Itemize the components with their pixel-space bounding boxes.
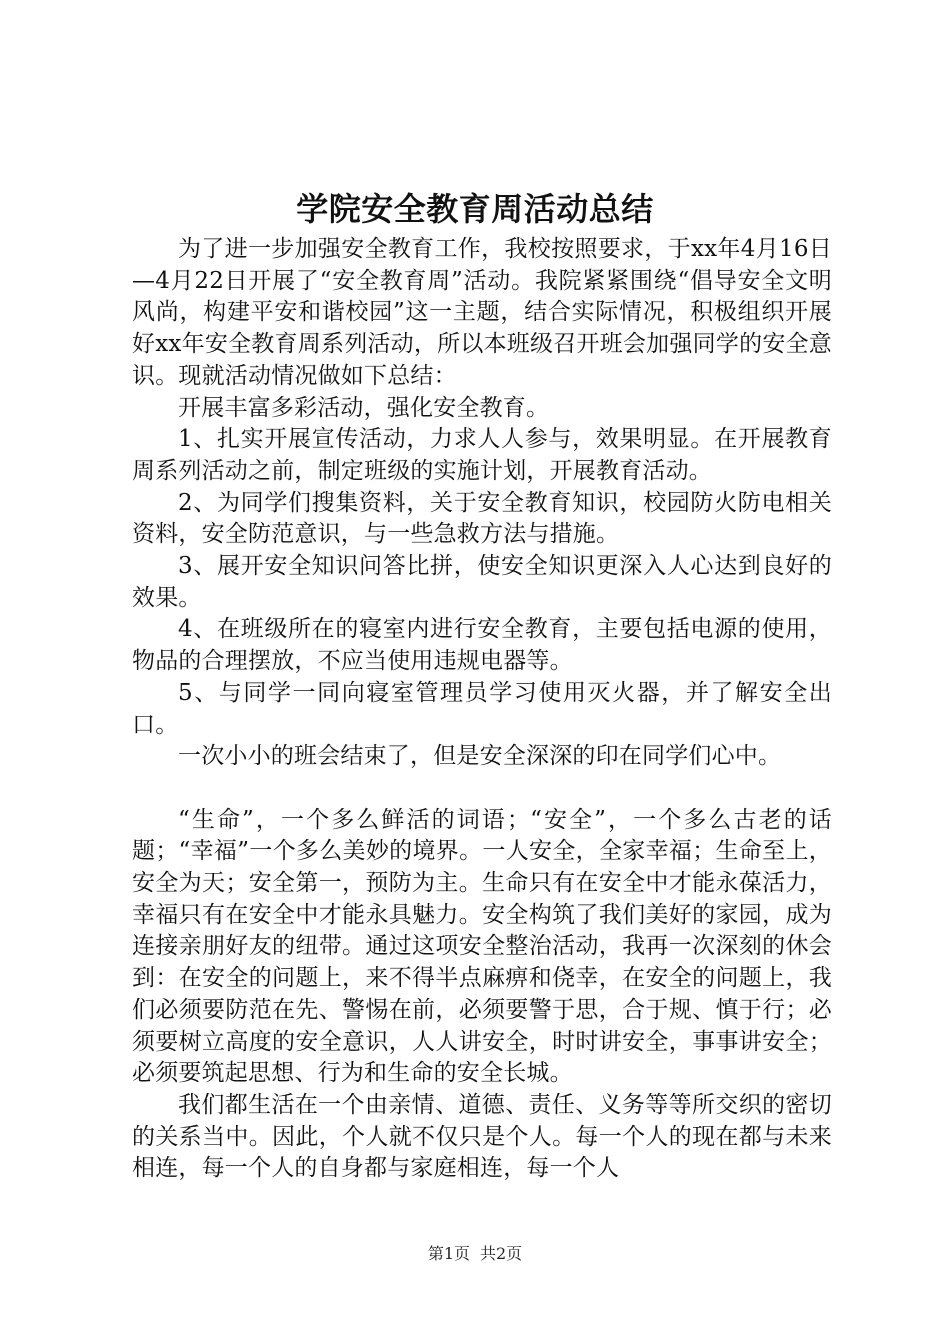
paragraph-spacer [132,773,832,805]
page-number: 第1页 [427,1244,470,1263]
page-total: 共2页 [480,1244,523,1263]
paragraph-conclusion: 一次小小的班会结束了，但是安全深深的印在同学们心中。 [178,743,782,770]
paragraph-item-2: 2、为同学们搜集资料，关于安全教育知识，校园防火防电相关资料，安全防范意识，与一些急救方法与措施。 [132,489,832,548]
paragraph-heading: 开展丰富多彩活动，强化安全教育。 [178,394,550,421]
paragraph-intro: 为了进一步加强安全教育工作，我校按照要求，于xx年4月16日—4月22日开展了“安全教育周”活动。我院紧紧围绕“倡导安全文明风尚，构建平安和谐校园”这一主题，结合实际情况，积极组织开展好xx年安全教育周系列活动，所以本班级召开班会加强同学的安全意识。现就活动情况做如下总结： [132,236,832,389]
paragraph-item-3: 3、展开安全知识问答比拼，使安全知识更深入人心达到良好的效果。 [132,553,832,611]
paragraph-reflection: “生命”，一个多么鲜活的词语；“安全”，一个多么古老的话题；“幸福”一个多么美妙的境界。一人安全，全家幸福；生命至上，安全为天；安全第一，预防为主。生命只有在安全中才能永葆活力，幸福只有在安全中才能永具魅力。安全构筑了我们美好的家园，成为连接亲朋好友的纽带。通过这项安全整治活动，我再一次深刻的休会到：在安全的问题上，来不得半点麻痹和侥幸，在安全的问题上，我们必须要防范在先、警惕在前，必须要警于思，合于规、慎于行；必须要树立高度的安全意识，人人讲安全，时时讲安全，事事讲安全；必须要筑起思想、行为和生命的安全长城。 [132,806,832,1087]
paragraph-item-4: 4、在班级所在的寝室内进行安全教育，主要包括电源的使用，物品的合理摆放，不应当使用违规电器等。 [132,616,832,675]
page-footer [0,1244,950,1264]
document-title: 学院安全教育周活动总结 [296,190,654,228]
paragraph-continuation: 我们都生活在一个由亲情、道德、责任、义务等等所交织的密切的关系当中。因此，个人就不仅只是个人。每一个人的现在都与未来相连，每一个人的自身都与家庭相连，每一个人 [132,1091,832,1182]
document-body [132,234,832,1185]
paragraph-item-1: 1、扎实开展宣传活动，力求人人参与，效果明显。在开展教育周系列活动之前，制定班级的实施计划，开展教育活动。 [132,426,832,484]
paragraph-item-5: 5、与同学一同向寝室管理员学习使用灭火器，并了解安全出口。 [132,679,832,738]
